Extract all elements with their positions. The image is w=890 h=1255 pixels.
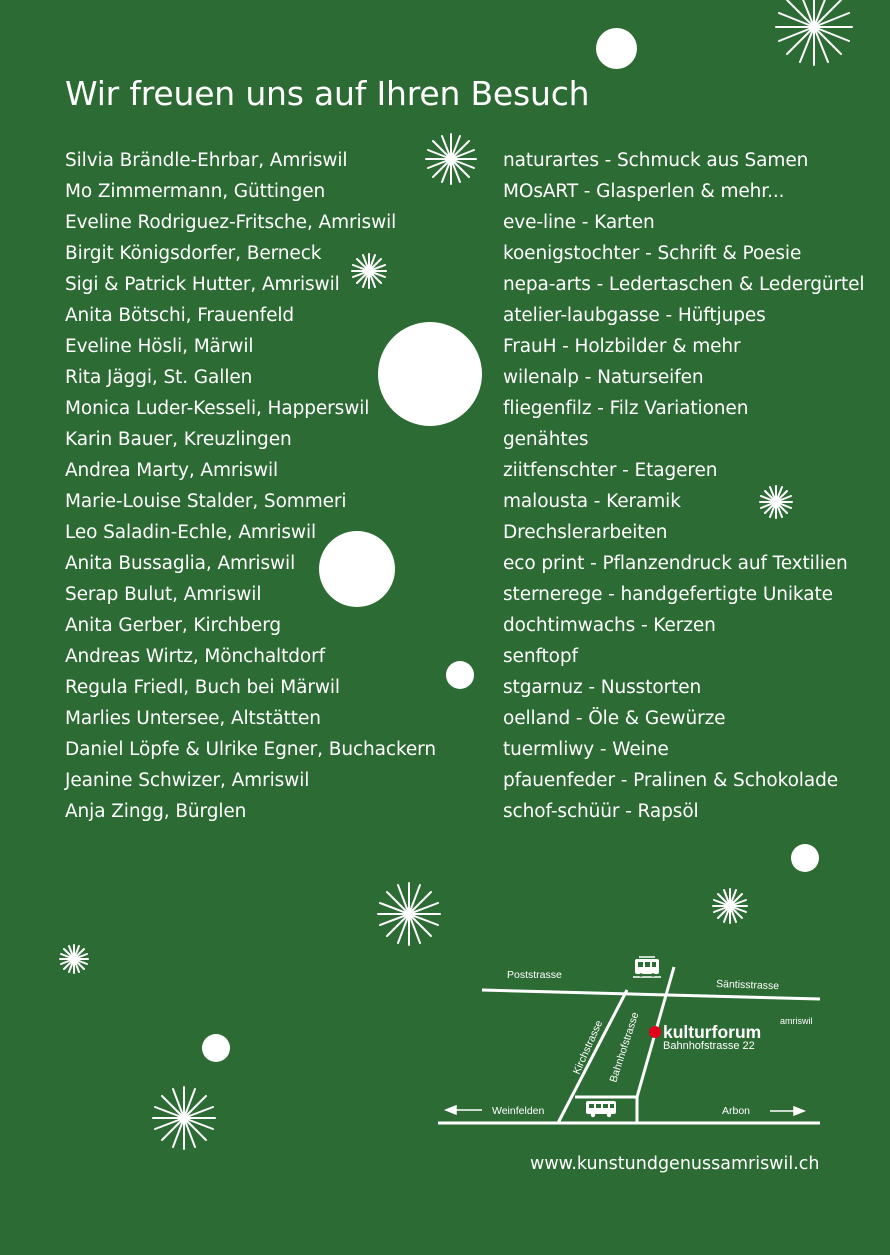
snowball-decoration [596, 28, 637, 69]
saentisstrasse-label: Säntisstrasse [715, 978, 780, 993]
brand-item: oelland - Öle & Gewürze [503, 708, 726, 729]
brand-item: stgarnuz - Nusstorten [503, 677, 702, 698]
brand-item: sternerege - handgefertigte Unikate [503, 584, 833, 605]
kirchstrasse-label: Kirchstrasse [570, 1018, 606, 1077]
brand-item: dochtimwachs - Kerzen [503, 615, 716, 636]
brand-item: tuermliwy - Weine [503, 739, 669, 760]
snowflake-star-icon [58, 943, 90, 975]
exhibitor-item: Karin Bauer, Kreuzlingen [65, 429, 292, 450]
snowball-decoration [446, 661, 474, 689]
snowball-decoration [202, 1034, 230, 1062]
brand-item: pfauenfeder - Pralinen & Schokolade [503, 770, 838, 791]
brand-item: atelier-laubgasse - Hüftjupes [503, 305, 766, 326]
exhibitor-item: Marie-Louise Stalder, Sommeri [65, 491, 347, 512]
venue-name: kulturforum [663, 1022, 762, 1042]
exhibitor-item: Anita Bötschi, Frauenfeld [65, 305, 295, 326]
brand-item: fliegenfilz - Filz Variationen [503, 398, 749, 419]
weinfelden-label: Weinfelden [492, 1105, 545, 1117]
venue-suffix: amriswil [780, 1016, 813, 1026]
brand-item: koenigstochter - Schrift & Poesie [503, 243, 802, 264]
exhibitor-item: Regula Friedl, Buch bei Märwil [65, 677, 340, 698]
exhibitor-list [65, 145, 436, 827]
brand-item: Drechslerarbeiten [503, 522, 668, 543]
snowflake-star-icon [711, 887, 749, 925]
arrow-left-icon [446, 1106, 456, 1114]
exhibitor-item: Serap Bulut, Amriswil [65, 584, 262, 605]
brand-item: MOsART - Glasperlen & mehr... [503, 181, 785, 202]
snowflake-star-icon [151, 1085, 217, 1151]
exhibitor-item: Anita Bussaglia, Amriswil [65, 553, 296, 574]
exhibitor-item: Andrea Marty, Amriswil [65, 460, 279, 481]
brand-list [503, 145, 864, 827]
brand-item: schof-schüür - Rapsöl [503, 801, 699, 822]
exhibitor-item: Silvia Brändle-Ehrbar, Amriswil [65, 150, 348, 171]
exhibitor-item: Leo Saladin-Echle, Amriswil [65, 522, 317, 543]
snowflake-star-icon [376, 881, 442, 947]
brand-item: naturartes - Schmuck aus Samen [503, 150, 809, 171]
location-marker-icon [649, 1026, 661, 1038]
arrow-right-icon [794, 1107, 804, 1115]
poststrasse-label: Poststrasse [507, 969, 562, 981]
exhibitor-item: Jeanine Schwizer, Amriswil [65, 770, 310, 791]
bahnhofstrasse-label: Bahnhofstrasse [607, 1010, 642, 1084]
snowflake-star-icon [773, 0, 855, 68]
location-map [430, 945, 830, 1135]
page-title: Wir freuen uns auf Ihren Besuch [65, 74, 590, 113]
brand-item: wilenalp - Naturseifen [503, 367, 704, 388]
exhibitor-item: Andreas Wirtz, Mönchaltdorf [65, 646, 326, 667]
snowball-decoration [791, 844, 819, 872]
train-icon [633, 957, 661, 977]
website-link[interactable]: www.kunstundgenussamriswil.ch [530, 1154, 820, 1174]
brand-item: nepa-arts - Ledertaschen & Ledergürtel [503, 274, 865, 295]
venue-address: Bahnhofstrasse 22 [663, 1040, 755, 1052]
exhibitor-item: Marlies Untersee, Altstätten [65, 708, 321, 729]
exhibitor-item: Rita Jäggi, St. Gallen [65, 367, 253, 388]
brand-item: eco print - Pflanzendruck auf Textilien [503, 553, 848, 574]
arbon-label: Arbon [722, 1105, 751, 1117]
exhibitor-item: Mo Zimmermann, Güttingen [65, 181, 326, 202]
exhibitor-item: Eveline Rodriguez-Fritsche, Amriswil [65, 212, 397, 233]
brand-item: ziitfenschter - Etageren [503, 460, 718, 481]
exhibitor-item: Monica Luder-Kesseli, Happerswil [65, 398, 370, 419]
brand-item: genähtes [503, 429, 589, 450]
exhibitor-item: Eveline Hösli, Märwil [65, 336, 254, 357]
brand-item: FrauH - Holzbilder & mehr [503, 336, 741, 357]
exhibitor-item: Daniel Löpfe & Ulrike Egner, Buchackern [65, 739, 436, 760]
bus-icon [586, 1101, 616, 1117]
exhibitor-item: Birgit Königsdorfer, Berneck [65, 243, 322, 264]
brand-item: senftopf [503, 646, 578, 667]
exhibitor-item: Anja Zingg, Bürglen [65, 801, 247, 822]
brand-item: malousta - Keramik [503, 491, 681, 512]
brand-item: eve-line - Karten [503, 212, 655, 233]
exhibitor-item: Anita Gerber, Kirchberg [65, 615, 282, 636]
exhibitor-item: Sigi & Patrick Hutter, Amriswil [65, 274, 340, 295]
